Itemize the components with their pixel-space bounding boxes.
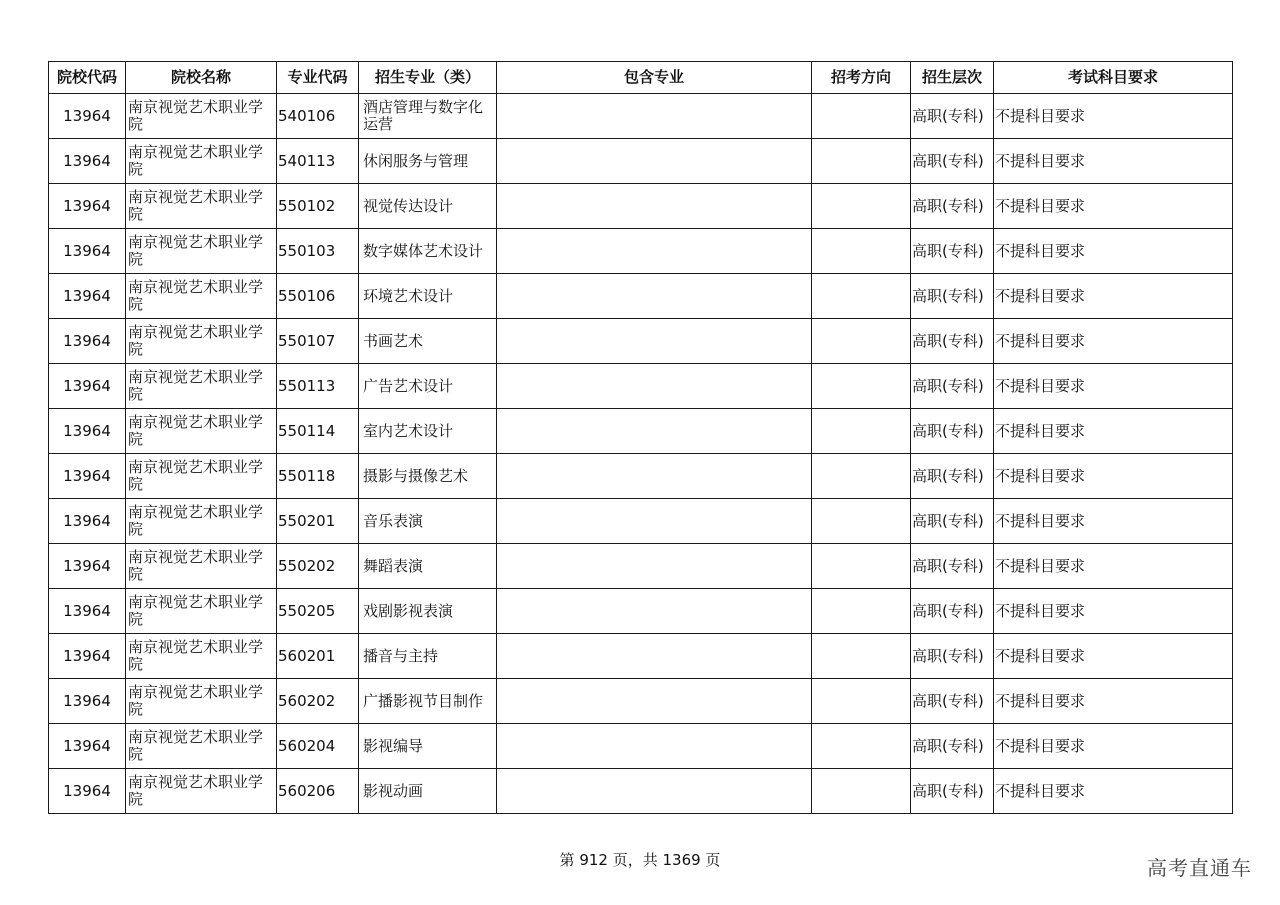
- cell-direction: [812, 94, 911, 139]
- cell-direction: [812, 274, 911, 319]
- cell-school-code: 13964: [49, 229, 126, 274]
- cell-school-code: 13964: [49, 679, 126, 724]
- cell-school-code: 13964: [49, 769, 126, 814]
- header-subject-requirement: 考试科目要求: [994, 62, 1233, 94]
- cell-level: 高职(专科): [911, 589, 994, 634]
- cell-level: 高职(专科): [911, 769, 994, 814]
- header-direction: 招考方向: [812, 62, 911, 94]
- cell-included-majors: [497, 319, 812, 364]
- cell-included-majors: [497, 274, 812, 319]
- cell-major: 影视动画: [359, 769, 497, 814]
- cell-school-code: 13964: [49, 724, 126, 769]
- cell-major-code: 560201: [277, 634, 359, 679]
- table-row: [49, 544, 1233, 589]
- cell-included-majors: [497, 769, 812, 814]
- cell-major: 环境艺术设计: [359, 274, 497, 319]
- cell-major: 播音与主持: [359, 634, 497, 679]
- table-row: [49, 409, 1233, 454]
- cell-major-code: 550102: [277, 184, 359, 229]
- cell-subject-requirement: 不提科目要求: [994, 229, 1233, 274]
- cell-school-code: 13964: [49, 94, 126, 139]
- cell-major-code: 550106: [277, 274, 359, 319]
- cell-subject-requirement: 不提科目要求: [994, 724, 1233, 769]
- admissions-table-container: [48, 61, 1233, 814]
- cell-level: 高职(专科): [911, 229, 994, 274]
- header-school-code: 院校代码: [49, 62, 126, 94]
- cell-major-code: 550107: [277, 319, 359, 364]
- cell-direction: [812, 454, 911, 499]
- cell-school-name: 南京视觉艺术职业学院: [126, 634, 277, 679]
- cell-subject-requirement: 不提科目要求: [994, 274, 1233, 319]
- cell-school-code: 13964: [49, 544, 126, 589]
- cell-level: 高职(专科): [911, 679, 994, 724]
- cell-school-code: 13964: [49, 274, 126, 319]
- header-included-majors: 包含专业: [497, 62, 812, 94]
- watermark-logo: 高考直通车: [1147, 856, 1252, 880]
- cell-major-code: 560202: [277, 679, 359, 724]
- cell-school-name: 南京视觉艺术职业学院: [126, 679, 277, 724]
- cell-major: 影视编导: [359, 724, 497, 769]
- cell-school-code: 13964: [49, 454, 126, 499]
- cell-included-majors: [497, 634, 812, 679]
- cell-school-name: 南京视觉艺术职业学院: [126, 769, 277, 814]
- table-row: [49, 139, 1233, 184]
- cell-major: 室内艺术设计: [359, 409, 497, 454]
- header-school-name: 院校名称: [126, 62, 277, 94]
- cell-major: 舞蹈表演: [359, 544, 497, 589]
- cell-direction: [812, 184, 911, 229]
- table-row: [49, 454, 1233, 499]
- cell-major: 戏剧影视表演: [359, 589, 497, 634]
- cell-school-name: 南京视觉艺术职业学院: [126, 589, 277, 634]
- table-row: [49, 589, 1233, 634]
- cell-major-code: 550205: [277, 589, 359, 634]
- cell-school-name: 南京视觉艺术职业学院: [126, 229, 277, 274]
- table-row: [49, 364, 1233, 409]
- cell-school-name: 南京视觉艺术职业学院: [126, 724, 277, 769]
- cell-subject-requirement: 不提科目要求: [994, 499, 1233, 544]
- cell-subject-requirement: 不提科目要求: [994, 679, 1233, 724]
- cell-included-majors: [497, 724, 812, 769]
- cell-included-majors: [497, 94, 812, 139]
- cell-subject-requirement: 不提科目要求: [994, 454, 1233, 499]
- cell-major: 视觉传达设计: [359, 184, 497, 229]
- cell-major-code: 560206: [277, 769, 359, 814]
- cell-included-majors: [497, 544, 812, 589]
- table-row: [49, 184, 1233, 229]
- cell-subject-requirement: 不提科目要求: [994, 589, 1233, 634]
- cell-level: 高职(专科): [911, 319, 994, 364]
- cell-school-name: 南京视觉艺术职业学院: [126, 499, 277, 544]
- table-header-row: [49, 62, 1233, 94]
- cell-subject-requirement: 不提科目要求: [994, 319, 1233, 364]
- cell-major-code: 550103: [277, 229, 359, 274]
- header-level: 招生层次: [911, 62, 994, 94]
- cell-level: 高职(专科): [911, 409, 994, 454]
- cell-school-code: 13964: [49, 409, 126, 454]
- cell-level: 高职(专科): [911, 139, 994, 184]
- table-row: [49, 499, 1233, 544]
- cell-subject-requirement: 不提科目要求: [994, 139, 1233, 184]
- cell-included-majors: [497, 499, 812, 544]
- cell-included-majors: [497, 139, 812, 184]
- table-row: [49, 319, 1233, 364]
- cell-school-code: 13964: [49, 364, 126, 409]
- cell-school-name: 南京视觉艺术职业学院: [126, 139, 277, 184]
- cell-level: 高职(专科): [911, 544, 994, 589]
- cell-direction: [812, 679, 911, 724]
- cell-school-code: 13964: [49, 184, 126, 229]
- cell-subject-requirement: 不提科目要求: [994, 769, 1233, 814]
- cell-major-code: 540106: [277, 94, 359, 139]
- cell-major-code: 540113: [277, 139, 359, 184]
- table-row: [49, 634, 1233, 679]
- cell-included-majors: [497, 184, 812, 229]
- cell-included-majors: [497, 229, 812, 274]
- cell-major-code: 560204: [277, 724, 359, 769]
- cell-direction: [812, 544, 911, 589]
- cell-major: 音乐表演: [359, 499, 497, 544]
- table-row: [49, 769, 1233, 814]
- admissions-table: [48, 61, 1233, 814]
- cell-subject-requirement: 不提科目要求: [994, 184, 1233, 229]
- cell-subject-requirement: 不提科目要求: [994, 634, 1233, 679]
- cell-school-code: 13964: [49, 634, 126, 679]
- table-row: [49, 229, 1233, 274]
- page-number: 第 912 页，共 1369 页: [559, 851, 721, 869]
- cell-school-code: 13964: [49, 319, 126, 364]
- table-row: [49, 94, 1233, 139]
- cell-major: 数字媒体艺术设计: [359, 229, 497, 274]
- table-body: [49, 94, 1233, 814]
- cell-subject-requirement: 不提科目要求: [994, 544, 1233, 589]
- cell-major: 广告艺术设计: [359, 364, 497, 409]
- cell-included-majors: [497, 409, 812, 454]
- cell-school-code: 13964: [49, 589, 126, 634]
- cell-major-code: 550114: [277, 409, 359, 454]
- cell-major: 书画艺术: [359, 319, 497, 364]
- cell-included-majors: [497, 589, 812, 634]
- cell-included-majors: [497, 454, 812, 499]
- cell-school-name: 南京视觉艺术职业学院: [126, 184, 277, 229]
- cell-included-majors: [497, 364, 812, 409]
- cell-school-name: 南京视觉艺术职业学院: [126, 319, 277, 364]
- cell-major: 广播影视节目制作: [359, 679, 497, 724]
- cell-level: 高职(专科): [911, 634, 994, 679]
- cell-level: 高职(专科): [911, 454, 994, 499]
- cell-school-name: 南京视觉艺术职业学院: [126, 94, 277, 139]
- cell-school-name: 南京视觉艺术职业学院: [126, 454, 277, 499]
- cell-school-name: 南京视觉艺术职业学院: [126, 409, 277, 454]
- cell-direction: [812, 409, 911, 454]
- cell-subject-requirement: 不提科目要求: [994, 364, 1233, 409]
- header-major: 招生专业（类）: [359, 62, 497, 94]
- cell-direction: [812, 229, 911, 274]
- cell-major-code: 550201: [277, 499, 359, 544]
- cell-direction: [812, 589, 911, 634]
- cell-major: 休闲服务与管理: [359, 139, 497, 184]
- table-row: [49, 274, 1233, 319]
- cell-direction: [812, 319, 911, 364]
- cell-school-code: 13964: [49, 139, 126, 184]
- cell-school-code: 13964: [49, 499, 126, 544]
- cell-major: 摄影与摄像艺术: [359, 454, 497, 499]
- cell-school-name: 南京视觉艺术职业学院: [126, 544, 277, 589]
- cell-included-majors: [497, 679, 812, 724]
- cell-school-name: 南京视觉艺术职业学院: [126, 364, 277, 409]
- cell-direction: [812, 769, 911, 814]
- cell-direction: [812, 499, 911, 544]
- cell-direction: [812, 634, 911, 679]
- cell-major-code: 550113: [277, 364, 359, 409]
- table-row: [49, 679, 1233, 724]
- cell-level: 高职(专科): [911, 724, 994, 769]
- cell-major-code: 550118: [277, 454, 359, 499]
- cell-major-code: 550202: [277, 544, 359, 589]
- cell-school-name: 南京视觉艺术职业学院: [126, 274, 277, 319]
- cell-subject-requirement: 不提科目要求: [994, 94, 1233, 139]
- cell-direction: [812, 724, 911, 769]
- cell-level: 高职(专科): [911, 364, 994, 409]
- cell-direction: [812, 364, 911, 409]
- cell-level: 高职(专科): [911, 499, 994, 544]
- cell-subject-requirement: 不提科目要求: [994, 409, 1233, 454]
- cell-level: 高职(专科): [911, 184, 994, 229]
- table-row: [49, 724, 1233, 769]
- cell-level: 高职(专科): [911, 94, 994, 139]
- cell-major: 酒店管理与数字化运营: [359, 94, 497, 139]
- header-major-code: 专业代码: [277, 62, 359, 94]
- cell-level: 高职(专科): [911, 274, 994, 319]
- cell-direction: [812, 139, 911, 184]
